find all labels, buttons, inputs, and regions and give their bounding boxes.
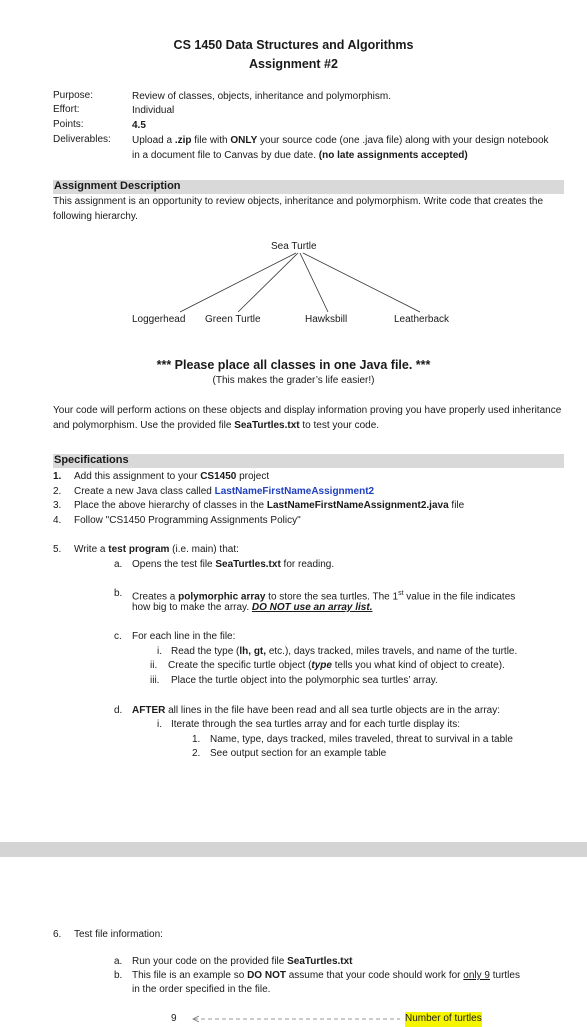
notice-sub: (This makes the grader’s life easier!) bbox=[212, 375, 375, 386]
purpose-label: Purpose: bbox=[53, 90, 94, 101]
spec-6-number: 6. bbox=[53, 929, 62, 940]
spec-5a-number: a. bbox=[114, 559, 123, 570]
points-label: Points: bbox=[53, 119, 84, 130]
hierarchy-child-hawksbill: Hawksbill bbox=[305, 314, 348, 325]
notice-main: *** Please place all classes in one Java file. *** bbox=[156, 358, 431, 372]
document-title: CS 1450 Data Structures and Algorithms bbox=[173, 38, 414, 52]
spec-5b-text: Creates a polymorphic array to store the sea turtles. The 1st value in the file indicates bbox=[132, 590, 516, 603]
spec-2-text: Create a new Java class called LastNameFirstNameAssignment2 bbox=[74, 486, 375, 497]
spec-5d-2-text: See output section for an example table bbox=[210, 748, 387, 759]
spec-5c-ii-number: ii. bbox=[150, 660, 158, 671]
spec-5b-number: b. bbox=[114, 588, 123, 599]
spec-6b-text: This file is an example so DO NOT assume that your code should work for only 9 turtles bbox=[132, 970, 520, 981]
deliverables-label: Deliverables: bbox=[53, 134, 111, 145]
effort-value: Individual bbox=[132, 105, 175, 116]
spec-5c-i-text: Read the type (lh, gt, etc.), days tracked, miles travels, and name of the turtle. bbox=[171, 646, 518, 657]
spec-6-text: Test file information: bbox=[74, 929, 163, 940]
points-value: 4.5 bbox=[132, 120, 146, 131]
spec-5d-2-number: 2. bbox=[192, 748, 201, 759]
spec-1-text: Add this assignment to your CS1450 project bbox=[74, 471, 270, 482]
spec-5a-text: Opens the test file SeaTurtles.txt for reading. bbox=[132, 559, 335, 570]
deliverables-value: Upload a .zip file with ONLY your source code (one .java file) along with your design notebook in a document file to Canvas by due date. (no late assignments accepted) bbox=[132, 135, 549, 161]
spec-5c-iii-number: iii. bbox=[150, 675, 160, 686]
spec-5c-ii-text: Create the specific turtle object (type tells you what kind of object to create). bbox=[168, 660, 505, 671]
spec-6a-number: a. bbox=[114, 956, 123, 967]
description-heading: Assignment Description bbox=[54, 180, 181, 192]
spec-4-text: Follow "CS1450 Programming Assignments Policy" bbox=[74, 515, 301, 526]
turtle-count-value: 9 bbox=[171, 1013, 177, 1024]
spec-5d-number: d. bbox=[114, 705, 123, 716]
spec-1-number: 1. bbox=[53, 471, 62, 482]
effort-label: Effort: bbox=[53, 104, 80, 115]
spec-3-number: 3. bbox=[53, 500, 62, 511]
spec-2-number: 2. bbox=[53, 486, 62, 497]
spec-5d-1-text: Name, type, days tracked, miles traveled, threat to survival in a table bbox=[210, 734, 513, 745]
intro-paragraph: Your code will perform actions on these objects and display information proving you have properly used inheritance and polymorphism. Use the provided file SeaTurtles.txt to test your code. bbox=[53, 405, 562, 431]
spec-5c-text: For each line in the file: bbox=[132, 631, 236, 642]
spec-5d-i-number: i. bbox=[157, 719, 162, 730]
hierarchy-child-leatherback: Leatherback bbox=[394, 314, 450, 325]
spec-5b-text-line2: how big to make the array. DO NOT use an array list. bbox=[132, 602, 373, 613]
spec-5c-number: c. bbox=[114, 631, 122, 642]
assignment-number: Assignment #2 bbox=[249, 57, 338, 71]
hierarchy-root: Sea Turtle bbox=[271, 241, 317, 252]
specifications-heading: Specifications bbox=[54, 454, 129, 466]
purpose-value: Review of classes, objects, inheritance and polymorphism. bbox=[132, 91, 392, 102]
spec-5d-i-text: Iterate through the sea turtles array and for each turtle display its: bbox=[171, 719, 461, 730]
spec-5c-iii-text: Place the turtle object into the polymorphic sea turtles’ array. bbox=[171, 675, 438, 686]
spec-5-text: Write a test program (i.e. main) that: bbox=[74, 544, 239, 555]
hierarchy-child-green-turtle: Green Turtle bbox=[205, 314, 261, 325]
spec-5-number: 5. bbox=[53, 544, 62, 555]
spec-6a-text: Run your code on the provided file SeaTurtles.txt bbox=[132, 956, 353, 967]
spec-4-number: 4. bbox=[53, 515, 62, 526]
spec-5d-text: AFTER all lines in the file have been read and all sea turtle objects are in the array: bbox=[132, 705, 500, 716]
spec-6b-number: b. bbox=[114, 970, 123, 981]
spec-3-text: Place the above hierarchy of classes in the LastNameFirstNameAssignment2.java file bbox=[74, 500, 465, 511]
spec-6b-text-line2: in the order specified in the file. bbox=[132, 984, 271, 995]
spec-5d-1-number: 1. bbox=[192, 734, 201, 745]
turtle-count-label: Number of turtles bbox=[405, 1012, 482, 1027]
description-text: This assignment is an opportunity to review objects, inheritance and polymorphism. Write code that creates the following hierarchy. bbox=[53, 196, 544, 222]
spec-5c-i-number: i. bbox=[157, 646, 162, 657]
hierarchy-child-loggerhead: Loggerhead bbox=[132, 314, 186, 325]
